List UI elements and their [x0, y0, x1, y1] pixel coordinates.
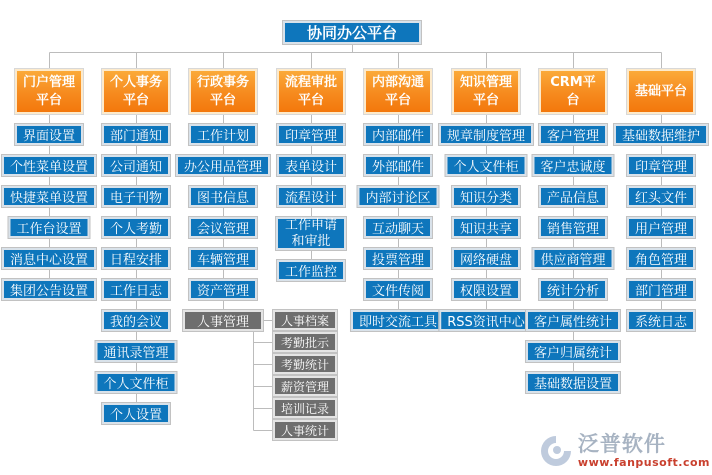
tree-node: 销售管理	[539, 217, 607, 238]
tree-node: 快捷菜单设置	[2, 186, 96, 207]
tree-node: 统计分析	[539, 279, 607, 300]
tree-node: 个人考勤	[102, 217, 170, 238]
tree-node: 个性菜单设置	[2, 155, 96, 176]
tree-node: 系统日志	[627, 310, 695, 331]
tree-subnode: 考勤批示	[273, 332, 337, 352]
tree-node: 客户归属统计	[526, 341, 620, 362]
tree-node: 内部邮件	[364, 124, 432, 145]
tree-node: 红头文件	[627, 186, 695, 207]
tree-subnode: 薪资管理	[273, 376, 337, 396]
tree-subnode: 人事统计	[273, 420, 337, 440]
tree-node: 日程安排	[102, 248, 170, 269]
column-header: 门户管理平台	[15, 69, 83, 114]
column-header: 基础平台	[627, 69, 695, 114]
tree-node: 公司通知	[102, 155, 170, 176]
fanpu-logo-icon	[538, 433, 574, 469]
tree-node: 集团公告设置	[2, 279, 96, 300]
tree-node: 资产管理	[189, 279, 257, 300]
tree-node: 会议管理	[189, 217, 257, 238]
root-node: 协同办公平台	[283, 21, 421, 44]
tree-node: 个人文件柜	[445, 155, 526, 176]
column-header: 个人事务平台	[102, 69, 170, 114]
tree-node: 工作监控	[277, 260, 345, 281]
tree-node: 权限设置	[452, 279, 520, 300]
tree-node: 互动聊天	[364, 217, 432, 238]
tree-node: 印章管理	[627, 155, 695, 176]
tree-node: 文件传阅	[364, 279, 432, 300]
tree-node: 车辆管理	[189, 248, 257, 269]
tree-node: 我的会议	[102, 310, 170, 331]
tree-node: RSS资讯中心	[439, 310, 533, 331]
tree-node: 客户管理	[539, 124, 607, 145]
tree-node: 界面设置	[15, 124, 83, 145]
tree-subnode: 人事档案	[273, 310, 337, 330]
logo-url: www.fanpusoft.com	[577, 456, 710, 469]
tree-node: 规章制度管理	[439, 124, 533, 145]
tree-node: 工作日志	[102, 279, 170, 300]
tree-subnode: 培训记录	[273, 398, 337, 418]
column-header: 知识管理平台	[452, 69, 520, 114]
tree-subnode: 考勤统计	[273, 354, 337, 374]
column-header: 内部沟通平台	[364, 69, 432, 114]
tree-node: 内部讨论区	[357, 186, 438, 207]
column-header: 行政事务平台	[189, 69, 257, 114]
tree-node-gray: 人事管理	[183, 310, 263, 331]
tree-node: 基础数据设置	[526, 372, 620, 393]
tree-node: 工作申请和审批	[276, 217, 346, 250]
tree-node: 流程设计	[277, 186, 345, 207]
tree-node: 个人设置	[102, 403, 170, 424]
tree-node: 投票管理	[364, 248, 432, 269]
tree-node: 表单设计	[277, 155, 345, 176]
column-header: 流程审批平台	[277, 69, 345, 114]
tree-node: 基础数据维护	[614, 124, 708, 145]
tree-node: 供应商管理	[532, 248, 613, 269]
tree-node: 客户属性统计	[526, 310, 620, 331]
tree-node: 网络硬盘	[452, 248, 520, 269]
tree-node: 知识分类	[452, 186, 520, 207]
tree-node: 客户忠诚度	[532, 155, 613, 176]
tree-node: 部门管理	[627, 279, 695, 300]
tree-node: 工作计划	[189, 124, 257, 145]
tree-node: 个人文件柜	[95, 372, 176, 393]
tree-node: 工作台设置	[8, 217, 89, 238]
tree-node: 用户管理	[627, 217, 695, 238]
tree-node: 外部邮件	[364, 155, 432, 176]
tree-node: 知识共享	[452, 217, 520, 238]
tree-node: 即时交流工具	[351, 310, 445, 331]
column-header: CRM平台	[539, 69, 607, 114]
tree-node: 图书信息	[189, 186, 257, 207]
tree-node: 产品信息	[539, 186, 607, 207]
tree-node: 部门通知	[102, 124, 170, 145]
tree-node: 印章管理	[277, 124, 345, 145]
tree-node: 消息中心设置	[2, 248, 96, 269]
tree-node: 通讯录管理	[95, 341, 176, 362]
logo-brand-text: 泛普软件	[577, 432, 666, 456]
fanpu-logo	[538, 433, 710, 469]
tree-node: 角色管理	[627, 248, 695, 269]
tree-node: 办公用品管理	[176, 155, 270, 176]
tree-node: 电子刊物	[102, 186, 170, 207]
